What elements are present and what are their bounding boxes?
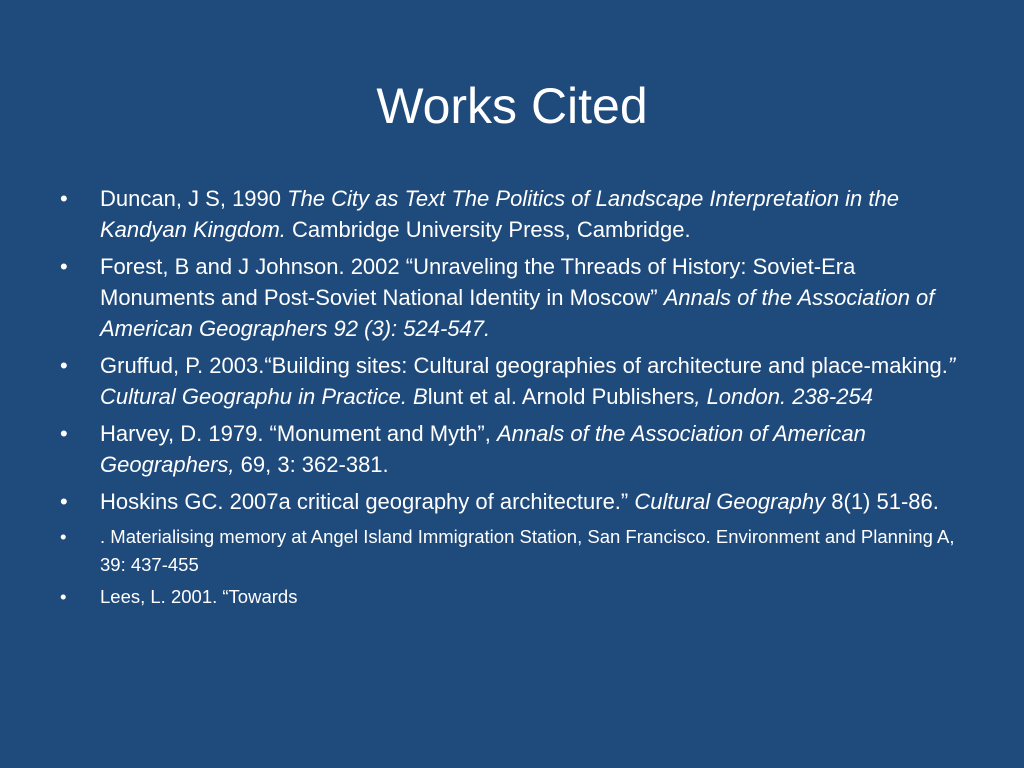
- bullet-icon: •: [60, 526, 67, 547]
- slide-title: Works Cited: [376, 78, 648, 134]
- reference-text: [100, 489, 939, 514]
- reference-item: [60, 486, 965, 517]
- reference-text: [100, 254, 934, 341]
- journal: Annals of the Association of American Geographers 92 (3): 524-547.: [100, 285, 935, 341]
- bullet-icon: •: [60, 353, 68, 378]
- reference-item: [60, 251, 965, 344]
- author-date: Hoskins GC. 2007a critical geography of architecture.”: [100, 489, 635, 514]
- reference-text: [100, 353, 955, 409]
- volume-pages: 8(1) 51-86.: [825, 489, 939, 514]
- journal: Annals of the Association of American Geographers,: [100, 421, 866, 477]
- author-date: Harvey, D. 1979. “Monument and Myth”,: [100, 421, 497, 446]
- journal: Cultural Geography: [634, 489, 826, 514]
- reference-item: [60, 418, 965, 480]
- reference-item: [60, 183, 965, 245]
- work-title: ” Cultural Geographu in Practice. B: [100, 353, 956, 409]
- publisher: Cambridge University Press, Cambridge.: [285, 217, 691, 242]
- work-title: The City as Text The Politics of Landscape Interpretation in the Kandyan Kingdom.: [100, 186, 899, 242]
- bullet-icon: •: [60, 254, 68, 279]
- bullet-icon: •: [60, 186, 68, 211]
- reference-text: Lees, L. 2001. “Towards: [100, 586, 298, 607]
- reference-text: . Materialising memory at Angel Island Immigration Station, San Francisco. Environment and Planning A, 39: 437-455: [100, 526, 955, 575]
- reference-item: [60, 350, 965, 412]
- bullet-icon: •: [60, 586, 67, 607]
- bullet-icon: •: [60, 489, 68, 514]
- publisher: lunt et al. Arnold Publishers: [427, 384, 695, 409]
- reference-item: [60, 523, 965, 579]
- reference-item: [60, 583, 965, 611]
- place-pages: , London. 238-254: [694, 384, 873, 409]
- bullet-icon: •: [60, 421, 68, 446]
- reference-list: [60, 183, 965, 615]
- reference-text: [100, 186, 899, 242]
- reference-text: [100, 421, 866, 477]
- volume-pages: 69, 3: 362-381.: [234, 452, 389, 477]
- author-date: Duncan, J S, 1990: [100, 186, 288, 211]
- author-date: Gruffud, P. 2003.“Building sites: Cultural geographies of architecture and place-making.: [100, 353, 948, 378]
- author-date: Forest, B and J Johnson. 2002 “Unraveling the Threads of History: Soviet-Era Monuments and Post-Soviet National Identity in Moscow”: [100, 254, 856, 310]
